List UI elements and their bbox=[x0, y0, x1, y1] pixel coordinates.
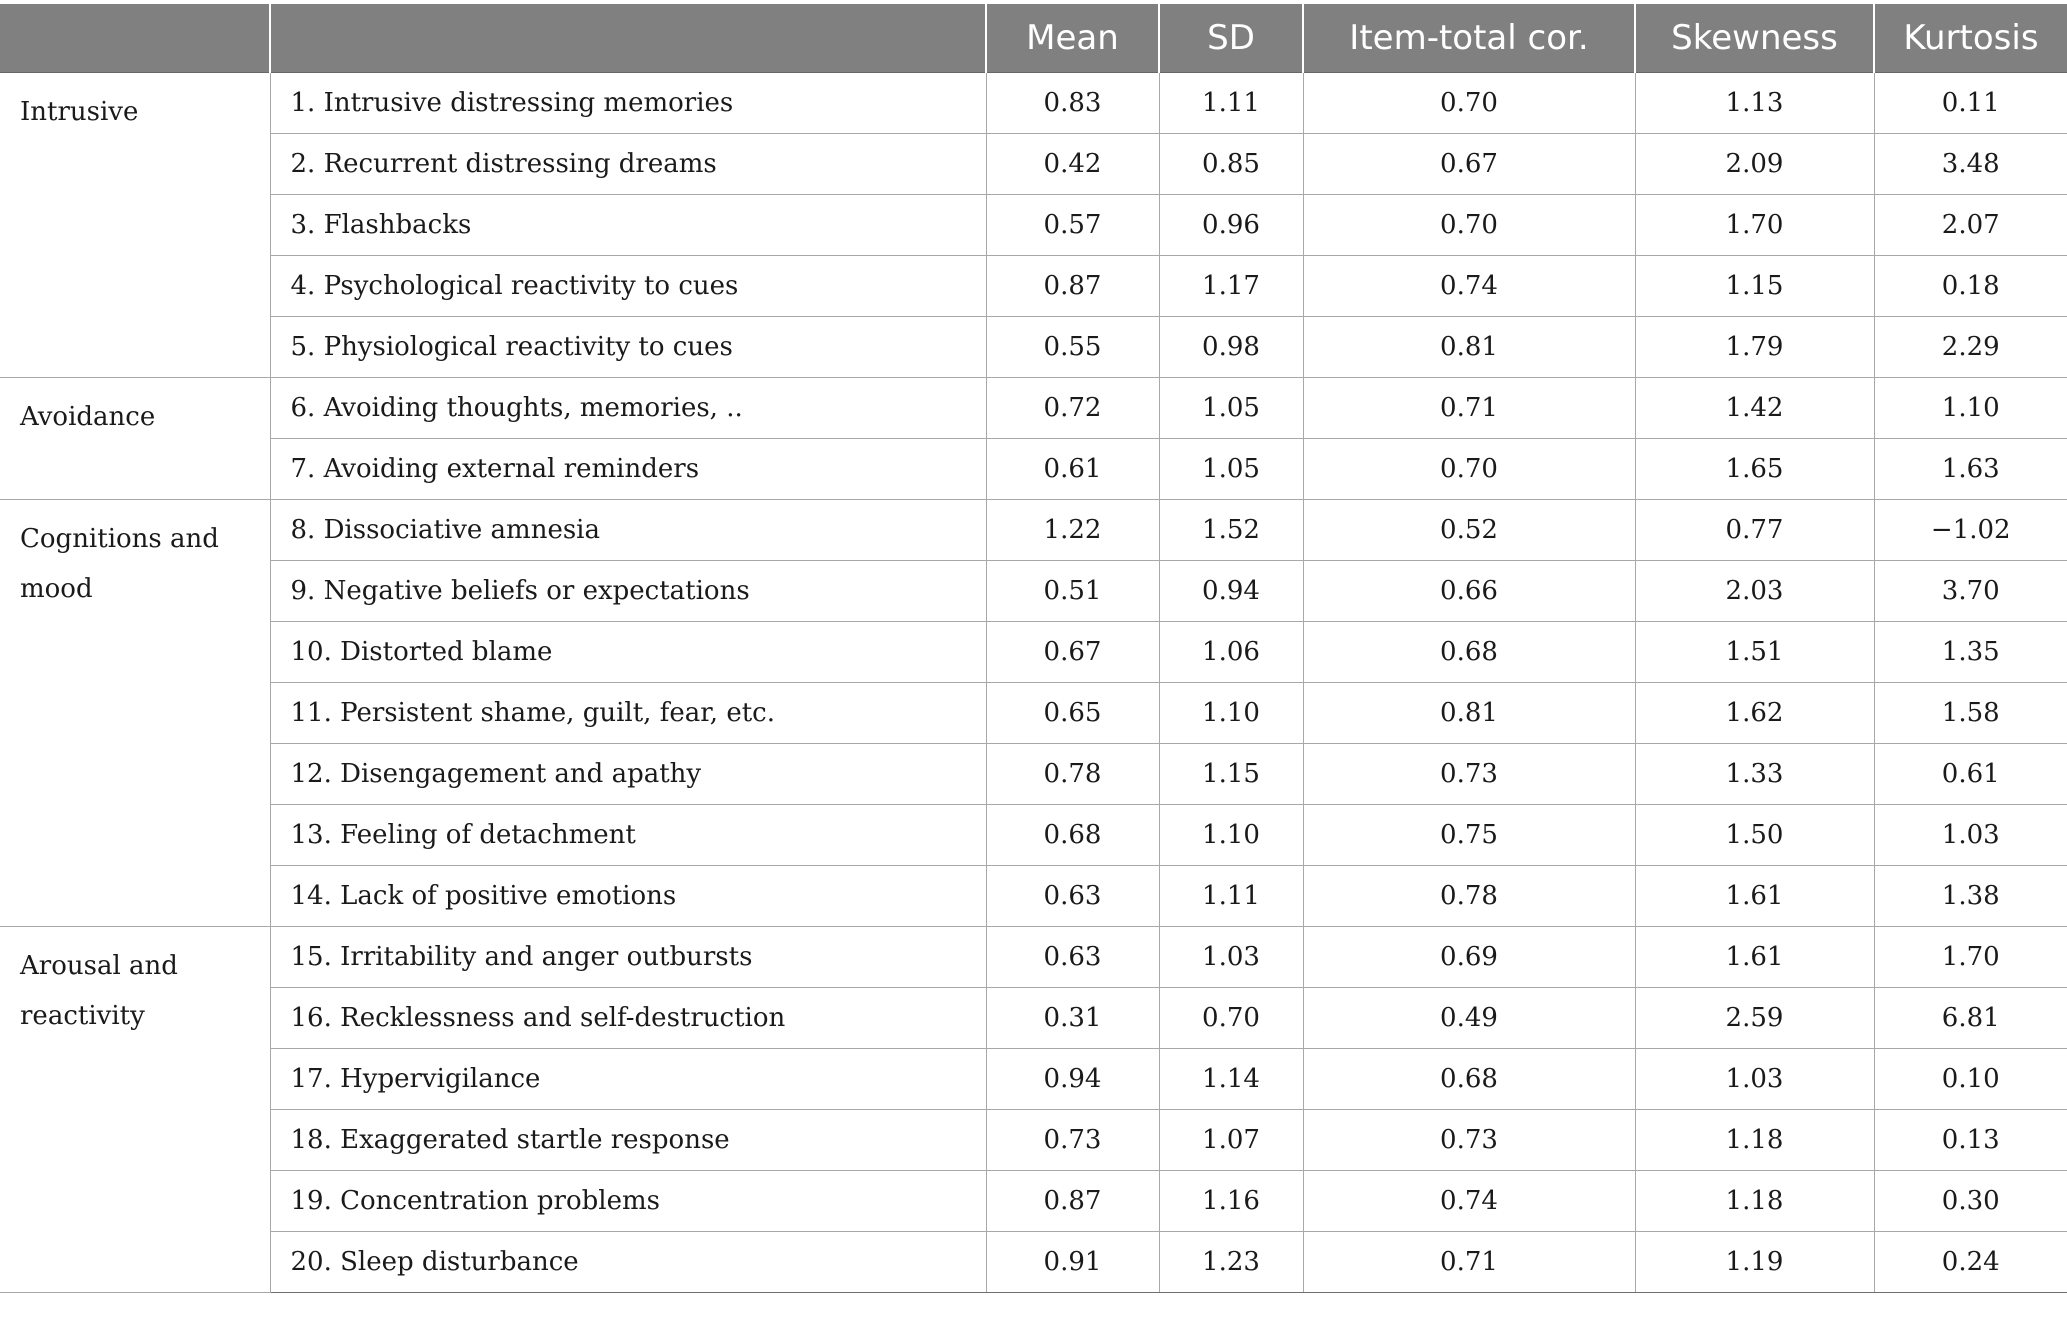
kurtosis-cell: −1.02 bbox=[1874, 500, 2067, 561]
mean-cell: 0.83 bbox=[986, 73, 1159, 134]
item-label: 17. Hypervigilance bbox=[270, 1049, 986, 1110]
item-label: 13. Feeling of detachment bbox=[270, 805, 986, 866]
group-label-avoidance: Avoidance bbox=[0, 378, 270, 500]
item-label: 10. Distorted blame bbox=[270, 622, 986, 683]
sd-cell: 1.17 bbox=[1159, 256, 1303, 317]
mean-cell: 0.42 bbox=[986, 134, 1159, 195]
sd-cell: 1.05 bbox=[1159, 439, 1303, 500]
table-row bbox=[0, 439, 2067, 500]
header-item bbox=[270, 4, 986, 73]
mean-cell: 0.72 bbox=[986, 378, 1159, 439]
sd-cell: 0.94 bbox=[1159, 561, 1303, 622]
skewness-cell: 1.15 bbox=[1635, 256, 1874, 317]
mean-cell: 0.87 bbox=[986, 1171, 1159, 1232]
item-total-cell: 0.68 bbox=[1303, 622, 1635, 683]
sd-cell: 1.03 bbox=[1159, 927, 1303, 988]
kurtosis-cell: 0.10 bbox=[1874, 1049, 2067, 1110]
skewness-cell: 1.62 bbox=[1635, 683, 1874, 744]
sd-cell: 1.07 bbox=[1159, 1110, 1303, 1171]
skewness-cell: 1.18 bbox=[1635, 1110, 1874, 1171]
table-row bbox=[0, 622, 2067, 683]
sd-cell: 0.96 bbox=[1159, 195, 1303, 256]
skewness-cell: 1.13 bbox=[1635, 73, 1874, 134]
mean-cell: 0.78 bbox=[986, 744, 1159, 805]
item-total-cell: 0.70 bbox=[1303, 73, 1635, 134]
item-label: 7. Avoiding external reminders bbox=[270, 439, 986, 500]
header-kurtosis: Kurtosis bbox=[1874, 4, 2067, 73]
item-total-cell: 0.71 bbox=[1303, 1232, 1635, 1293]
sd-cell: 0.70 bbox=[1159, 988, 1303, 1049]
sd-cell: 1.11 bbox=[1159, 866, 1303, 927]
kurtosis-cell: 3.70 bbox=[1874, 561, 2067, 622]
item-total-cell: 0.70 bbox=[1303, 195, 1635, 256]
header-mean: Mean bbox=[986, 4, 1159, 73]
skewness-cell: 2.03 bbox=[1635, 561, 1874, 622]
table-row bbox=[0, 256, 2067, 317]
mean-cell: 0.31 bbox=[986, 988, 1159, 1049]
header-group bbox=[0, 4, 270, 73]
item-total-cell: 0.71 bbox=[1303, 378, 1635, 439]
kurtosis-cell: 3.48 bbox=[1874, 134, 2067, 195]
item-total-cell: 0.69 bbox=[1303, 927, 1635, 988]
skewness-cell: 1.61 bbox=[1635, 866, 1874, 927]
item-total-cell: 0.75 bbox=[1303, 805, 1635, 866]
skewness-cell: 1.42 bbox=[1635, 378, 1874, 439]
mean-cell: 0.51 bbox=[986, 561, 1159, 622]
group-label-intrusive: Intrusive bbox=[0, 73, 270, 378]
item-total-cell: 0.73 bbox=[1303, 744, 1635, 805]
kurtosis-cell: 1.10 bbox=[1874, 378, 2067, 439]
skewness-cell: 1.03 bbox=[1635, 1049, 1874, 1110]
item-label: 2. Recurrent distressing dreams bbox=[270, 134, 986, 195]
item-total-cell: 0.78 bbox=[1303, 866, 1635, 927]
kurtosis-cell: 1.38 bbox=[1874, 866, 2067, 927]
mean-cell: 0.63 bbox=[986, 927, 1159, 988]
mean-cell: 0.63 bbox=[986, 866, 1159, 927]
table-row bbox=[0, 1171, 2067, 1232]
sd-cell: 1.06 bbox=[1159, 622, 1303, 683]
table-row bbox=[0, 561, 2067, 622]
kurtosis-cell: 0.61 bbox=[1874, 744, 2067, 805]
item-total-cell: 0.74 bbox=[1303, 256, 1635, 317]
mean-cell: 0.94 bbox=[986, 1049, 1159, 1110]
table-row bbox=[0, 683, 2067, 744]
mean-cell: 1.22 bbox=[986, 500, 1159, 561]
table-row bbox=[0, 927, 2067, 988]
table-row bbox=[0, 1232, 2067, 1293]
sd-cell: 1.14 bbox=[1159, 1049, 1303, 1110]
item-total-cell: 0.52 bbox=[1303, 500, 1635, 561]
table-row bbox=[0, 378, 2067, 439]
table-row bbox=[0, 73, 2067, 134]
header-item-total: Item-total cor. bbox=[1303, 4, 1635, 73]
item-total-cell: 0.73 bbox=[1303, 1110, 1635, 1171]
skewness-cell: 1.19 bbox=[1635, 1232, 1874, 1293]
skewness-cell: 0.77 bbox=[1635, 500, 1874, 561]
table-row bbox=[0, 195, 2067, 256]
item-total-cell: 0.66 bbox=[1303, 561, 1635, 622]
table-row bbox=[0, 500, 2067, 561]
sd-cell: 1.05 bbox=[1159, 378, 1303, 439]
item-total-cell: 0.67 bbox=[1303, 134, 1635, 195]
skewness-cell: 1.33 bbox=[1635, 744, 1874, 805]
group-label-cognitions-and-mood: Cognitions and mood bbox=[0, 500, 270, 927]
kurtosis-cell: 1.58 bbox=[1874, 683, 2067, 744]
skewness-cell: 1.50 bbox=[1635, 805, 1874, 866]
item-total-cell: 0.74 bbox=[1303, 1171, 1635, 1232]
skewness-cell: 1.70 bbox=[1635, 195, 1874, 256]
kurtosis-cell: 1.63 bbox=[1874, 439, 2067, 500]
sd-cell: 0.98 bbox=[1159, 317, 1303, 378]
item-label: 18. Exaggerated startle response bbox=[270, 1110, 986, 1171]
header-row bbox=[0, 4, 2067, 73]
skewness-cell: 1.65 bbox=[1635, 439, 1874, 500]
mean-cell: 0.57 bbox=[986, 195, 1159, 256]
kurtosis-cell: 6.81 bbox=[1874, 988, 2067, 1049]
sd-cell: 1.52 bbox=[1159, 500, 1303, 561]
table-row bbox=[0, 134, 2067, 195]
item-label: 4. Psychological reactivity to cues bbox=[270, 256, 986, 317]
mean-cell: 0.73 bbox=[986, 1110, 1159, 1171]
kurtosis-cell: 0.13 bbox=[1874, 1110, 2067, 1171]
header-skewness: Skewness bbox=[1635, 4, 1874, 73]
item-label: 11. Persistent shame, guilt, fear, etc. bbox=[270, 683, 986, 744]
header-sd: SD bbox=[1159, 4, 1303, 73]
item-label: 3. Flashbacks bbox=[270, 195, 986, 256]
kurtosis-cell: 0.30 bbox=[1874, 1171, 2067, 1232]
item-label: 9. Negative beliefs or expectations bbox=[270, 561, 986, 622]
kurtosis-cell: 0.24 bbox=[1874, 1232, 2067, 1293]
mean-cell: 0.65 bbox=[986, 683, 1159, 744]
skewness-cell: 1.79 bbox=[1635, 317, 1874, 378]
sd-cell: 1.11 bbox=[1159, 73, 1303, 134]
skewness-cell: 1.61 bbox=[1635, 927, 1874, 988]
item-label: 12. Disengagement and apathy bbox=[270, 744, 986, 805]
mean-cell: 0.91 bbox=[986, 1232, 1159, 1293]
mean-cell: 0.61 bbox=[986, 439, 1159, 500]
item-label: 16. Recklessness and self-destruction bbox=[270, 988, 986, 1049]
table-row bbox=[0, 866, 2067, 927]
kurtosis-cell: 2.07 bbox=[1874, 195, 2067, 256]
sd-cell: 1.10 bbox=[1159, 683, 1303, 744]
table-body bbox=[0, 73, 2067, 1293]
mean-cell: 0.87 bbox=[986, 256, 1159, 317]
item-total-cell: 0.49 bbox=[1303, 988, 1635, 1049]
sd-cell: 1.15 bbox=[1159, 744, 1303, 805]
skewness-cell: 2.59 bbox=[1635, 988, 1874, 1049]
table-row bbox=[0, 317, 2067, 378]
skewness-cell: 1.51 bbox=[1635, 622, 1874, 683]
sd-cell: 1.16 bbox=[1159, 1171, 1303, 1232]
skewness-cell: 2.09 bbox=[1635, 134, 1874, 195]
item-label: 8. Dissociative amnesia bbox=[270, 500, 986, 561]
sd-cell: 1.10 bbox=[1159, 805, 1303, 866]
item-total-cell: 0.81 bbox=[1303, 317, 1635, 378]
item-label: 20. Sleep disturbance bbox=[270, 1232, 986, 1293]
mean-cell: 0.67 bbox=[986, 622, 1159, 683]
kurtosis-cell: 0.18 bbox=[1874, 256, 2067, 317]
table-header bbox=[0, 4, 2067, 73]
item-total-cell: 0.81 bbox=[1303, 683, 1635, 744]
item-label: 19. Concentration problems bbox=[270, 1171, 986, 1232]
group-label-arousal-and-reactivity: Arousal and reactivity bbox=[0, 927, 270, 1293]
skewness-cell: 1.18 bbox=[1635, 1171, 1874, 1232]
mean-cell: 0.68 bbox=[986, 805, 1159, 866]
sd-cell: 0.85 bbox=[1159, 134, 1303, 195]
item-label: 1. Intrusive distressing memories bbox=[270, 73, 986, 134]
kurtosis-cell: 2.29 bbox=[1874, 317, 2067, 378]
mean-cell: 0.55 bbox=[986, 317, 1159, 378]
kurtosis-cell: 1.35 bbox=[1874, 622, 2067, 683]
table-row bbox=[0, 805, 2067, 866]
sd-cell: 1.23 bbox=[1159, 1232, 1303, 1293]
item-label: 15. Irritability and anger outbursts bbox=[270, 927, 986, 988]
item-label: 5. Physiological reactivity to cues bbox=[270, 317, 986, 378]
item-label: 14. Lack of positive emotions bbox=[270, 866, 986, 927]
item-statistics-table bbox=[0, 4, 2067, 1293]
item-total-cell: 0.70 bbox=[1303, 439, 1635, 500]
kurtosis-cell: 0.11 bbox=[1874, 73, 2067, 134]
kurtosis-cell: 1.70 bbox=[1874, 927, 2067, 988]
item-total-cell: 0.68 bbox=[1303, 1049, 1635, 1110]
table-row bbox=[0, 1049, 2067, 1110]
table-row bbox=[0, 744, 2067, 805]
kurtosis-cell: 1.03 bbox=[1874, 805, 2067, 866]
table-row bbox=[0, 988, 2067, 1049]
table-row bbox=[0, 1110, 2067, 1171]
item-label: 6. Avoiding thoughts, memories, .. bbox=[270, 378, 986, 439]
